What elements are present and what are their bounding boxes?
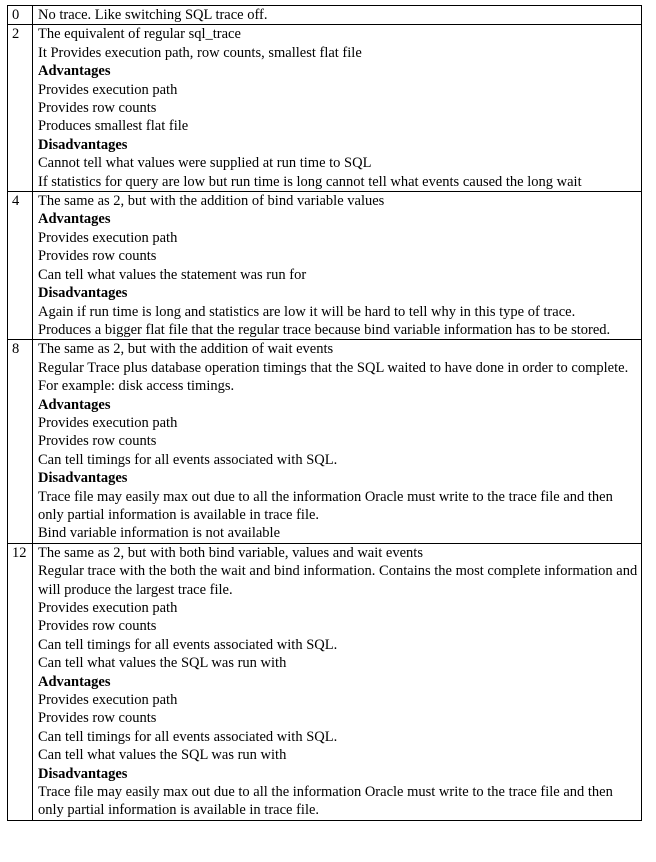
description-line: Can tell timings for all events associated with SQL. — [38, 728, 338, 745]
table-row — [8, 192, 642, 340]
description-line: Provides execution path — [38, 692, 178, 709]
table-body — [8, 6, 642, 821]
table-row — [8, 543, 642, 820]
description-line: Again if run time is long and statistics are low it will be hard to tell why in this type of trace. — [38, 303, 576, 320]
description-line: Can tell what values the SQL was run with — [38, 747, 287, 764]
description-line: Provides execution path — [38, 414, 178, 431]
section-heading: Disadvantages — [38, 765, 128, 782]
trace-levels-table — [7, 5, 642, 821]
section-heading: Advantages — [38, 211, 111, 228]
description-line: Provides row counts — [38, 100, 157, 117]
description-line: Provides row counts — [38, 710, 157, 727]
description-line: Provides row counts — [38, 248, 157, 265]
trace-level-cell: 0 — [8, 6, 33, 25]
trace-description-cell — [33, 543, 642, 820]
description-line: Can tell what values the SQL was run with — [38, 655, 287, 672]
description-line: Regular trace with the both the wait and bind information. Contains the most complete information and will produce the largest trace file. — [38, 563, 638, 598]
description-line: Can tell timings for all events associated with SQL. — [38, 636, 338, 653]
trace-level-cell: 2 — [8, 25, 33, 192]
description-line: Regular Trace plus database operation timings that the SQL waited to have done in order to complete. For example: disk access timings. — [38, 359, 629, 395]
description-line: The same as 2, but with both bind variable, values and wait events — [38, 544, 423, 561]
trace-description-cell — [33, 192, 642, 340]
section-heading: Advantages — [38, 396, 111, 413]
description-line: Cannot tell what values were supplied at run time to SQL — [38, 155, 372, 172]
description-line: Provides execution path — [38, 81, 178, 98]
description-line: It Provides execution path, row counts, smallest flat file — [38, 44, 362, 61]
description-line: Provides execution path — [38, 600, 178, 616]
description-line: No trace. Like switching SQL trace off. — [38, 7, 268, 23]
description-line: The same as 2, but with the addition of wait events — [38, 341, 334, 358]
description-line: Trace file may easily max out due to all the information Oracle must write to the trace file and then only partial information is available in trace file. — [38, 784, 613, 819]
table-row — [8, 340, 642, 543]
trace-description-cell — [33, 25, 642, 192]
description-line: Bind variable information is not available — [38, 525, 281, 542]
description-line: Provides row counts — [38, 618, 157, 635]
description-line: Produces smallest flat file — [38, 118, 189, 135]
description-line: If statistics for query are low but run time is long cannot tell what events caused the long wait — [38, 173, 582, 190]
description-line: The equivalent of regular sql_trace — [38, 26, 241, 43]
description-line: Can tell what values the statement was run for — [38, 266, 307, 283]
trace-level-cell: 4 — [8, 192, 33, 340]
trace-description-cell — [33, 340, 642, 543]
description-line: Provides execution path — [38, 229, 178, 246]
trace-description-cell — [33, 6, 642, 25]
description-line: The same as 2, but with the addition of bind variable values — [38, 193, 385, 210]
section-heading: Disadvantages — [38, 136, 128, 153]
description-line: Produces a bigger flat file that the regular trace because bind variable information has to be stored. — [38, 321, 611, 338]
description-line: Can tell timings for all events associated with SQL. — [38, 451, 338, 468]
section-heading: Disadvantages — [38, 470, 128, 487]
trace-level-cell: 8 — [8, 340, 33, 543]
table-row — [8, 6, 642, 25]
description-line: Trace file may easily max out due to all the information Oracle must write to the trace file and then only partial information is available in trace file. — [38, 488, 613, 523]
section-heading: Disadvantages — [38, 285, 128, 302]
table-row — [8, 25, 642, 192]
section-heading: Advantages — [38, 63, 111, 80]
trace-level-cell: 12 — [8, 543, 33, 820]
section-heading: Advantages — [38, 673, 111, 690]
description-line: Provides row counts — [38, 433, 157, 450]
